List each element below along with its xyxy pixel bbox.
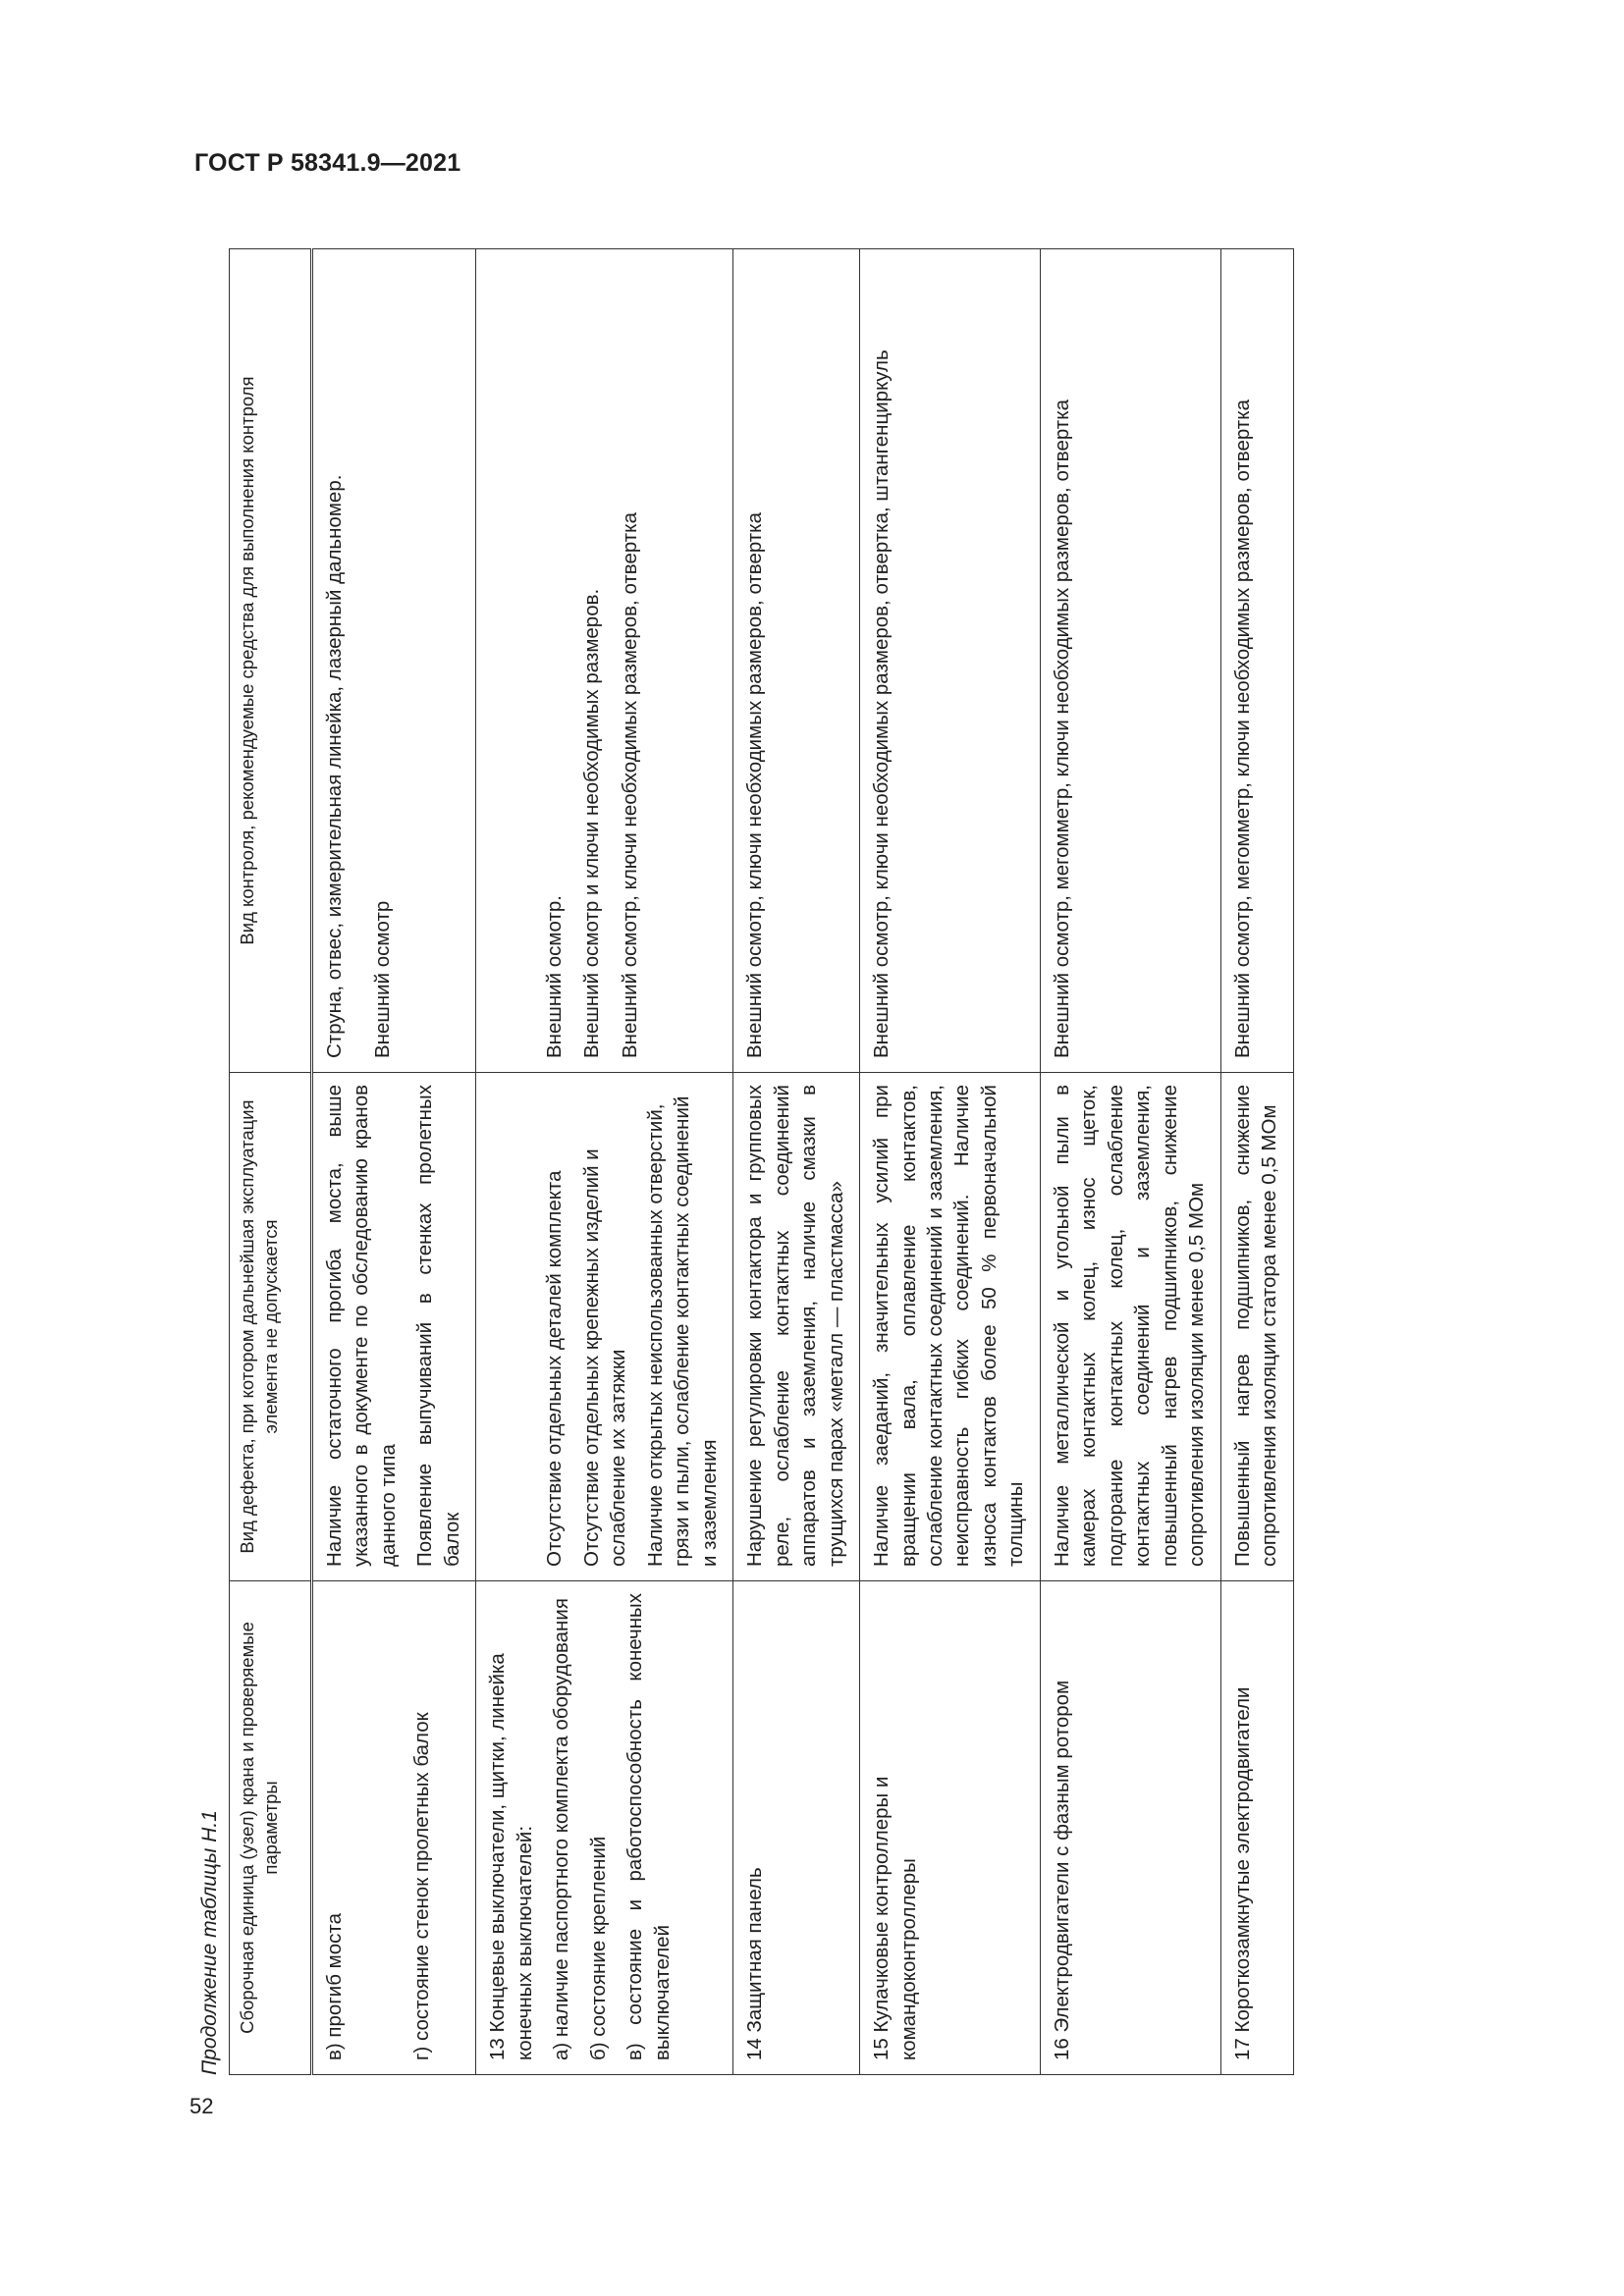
defect-text: Наличие металлической и угольной пыли в камерах контактных колец, износ щеток, подгорание контактных колец, ослабление контактных соединений и заземления, повышенный нагрев подшипников, снижение сопротивления изоляции менее 0,5 МОм — [1050, 1085, 1209, 1567]
control-text: Внешний осмотр, ключи необходимых размеров, отвертка — [619, 511, 642, 1058]
control-cell — [860, 249, 1041, 1073]
column-header-defect: Вид дефекта, при котором дальнейшая эксплуатация элемента не допускается — [230, 1073, 312, 1581]
table-caption: Продолжение таблицы Н.1 — [198, 1810, 221, 2075]
unit-text: а) наличие паспортного комплекта оборудования — [550, 1598, 573, 2060]
unit-text: г) состояние стенок пролетных балок — [410, 1712, 434, 2060]
unit-text: 16 Электродвигатели с фазным ротором — [1050, 1680, 1073, 2060]
defect-cell — [1220, 1073, 1293, 1581]
table-row — [476, 249, 733, 2075]
control-cell — [733, 249, 860, 1073]
column-header-unit: Сборочная единица (узел) крана и проверяемые параметры — [230, 1581, 312, 2075]
table-row — [312, 249, 476, 2075]
defect-text: Повышенный нагрев подшипников, снижение сопротивления изоляции статора менее 0,5 МОм — [1230, 1085, 1281, 1567]
defect-text: Наличие остаточного прогиба моста, выше указанного в документе по обследованию кранов данного типа — [323, 1085, 400, 1567]
defect-cell — [733, 1073, 860, 1581]
defect-cell — [312, 1073, 476, 1581]
table-row — [1220, 249, 1293, 2075]
unit-text: 15 Кулачковые контроллеры и командоконтроллеры — [870, 1776, 920, 2060]
defect-text: Отсутствие отдельных крепежных изделий и ослабление их затяжки — [579, 1148, 630, 1567]
table-header-row — [230, 249, 312, 2075]
column-header-control: Вид контроля, рекомендуемые средства для выполнения контроля — [230, 249, 312, 1073]
control-cell — [312, 249, 476, 1073]
control-text: Внешний осмотр, мегомметр, ключи необходимых размеров, отвертка — [1230, 399, 1254, 1058]
document-header: ГОСТ Р 58341.9—2021 — [194, 149, 461, 177]
defect-cell — [1040, 1073, 1220, 1581]
control-cell — [1040, 249, 1220, 1073]
table-row — [1040, 249, 1220, 2075]
unit-text: 17 Короткозамкнутые электродвигатели — [1230, 1686, 1254, 2060]
unit-text: 13 Концевые выключатели, щитки, линейка конечных выключателей: — [486, 1653, 536, 2060]
unit-text: б) состояние креплений — [586, 1836, 610, 2060]
unit-cell — [312, 1581, 476, 2075]
control-text: Струна, отвес, измерительная линейка, лазерный дальномер. — [323, 474, 346, 1058]
unit-cell — [860, 1581, 1041, 2075]
defect-text: Отсутствие отдельных деталей комплекта — [543, 1170, 567, 1567]
unit-text: в) прогиб моста — [323, 1913, 346, 2060]
unit-cell — [1040, 1581, 1220, 2075]
defect-text: Наличие заеданий, значительных усилий при вращении вала, оплавление контактов, ослабление контактных соединений и заземления, неисправность гибких соединений. Наличие износа контактов более 50 % первоначальной толщины — [870, 1085, 1028, 1567]
unit-cell — [1220, 1581, 1293, 2075]
control-text: Внешний осмотр, ключи необходимых размеров, отвертка — [743, 511, 767, 1058]
unit-cell — [733, 1581, 860, 2075]
table-row — [860, 249, 1041, 2075]
defect-text: Появление выпучиваний в стенках пролетных балок — [413, 1085, 463, 1567]
control-text: Внешний осмотр и ключи необходимых размеров. — [579, 588, 603, 1058]
defect-cell — [476, 1073, 733, 1581]
defect-text: Нарушение регулировки контактора и групповых реле, ослабление контактных соединений аппаратов и заземления, наличие смазки в трущихся парах «металл — пластмасса» — [743, 1085, 847, 1567]
control-cell — [1220, 249, 1293, 1073]
control-text: Внешний осмотр, ключи необходимых размеров, отвертка, штангенциркуль — [870, 349, 893, 1058]
page-number: 52 — [189, 2094, 214, 2118]
defect-cell — [860, 1073, 1041, 1581]
unit-text: в) состояние и работоспособность конечных выключателей — [623, 1593, 674, 2060]
defects-table — [229, 248, 1294, 2075]
control-cell — [476, 249, 733, 1073]
control-text: Внешний осмотр. — [543, 895, 567, 1058]
control-text: Внешний осмотр, мегомметр, ключи необходимых размеров, отвертка — [1050, 399, 1073, 1058]
control-text: Внешний осмотр — [371, 900, 395, 1058]
rotated-table-block — [192, 249, 1331, 2075]
unit-cell — [476, 1581, 733, 2075]
table-row — [733, 249, 860, 2075]
unit-text: 14 Защитная панель — [743, 1867, 767, 2060]
defect-text: Наличие открытых неиспользованных отверстий, грязи и пыли, ослабление контактных соединений и заземления — [643, 1095, 721, 1567]
